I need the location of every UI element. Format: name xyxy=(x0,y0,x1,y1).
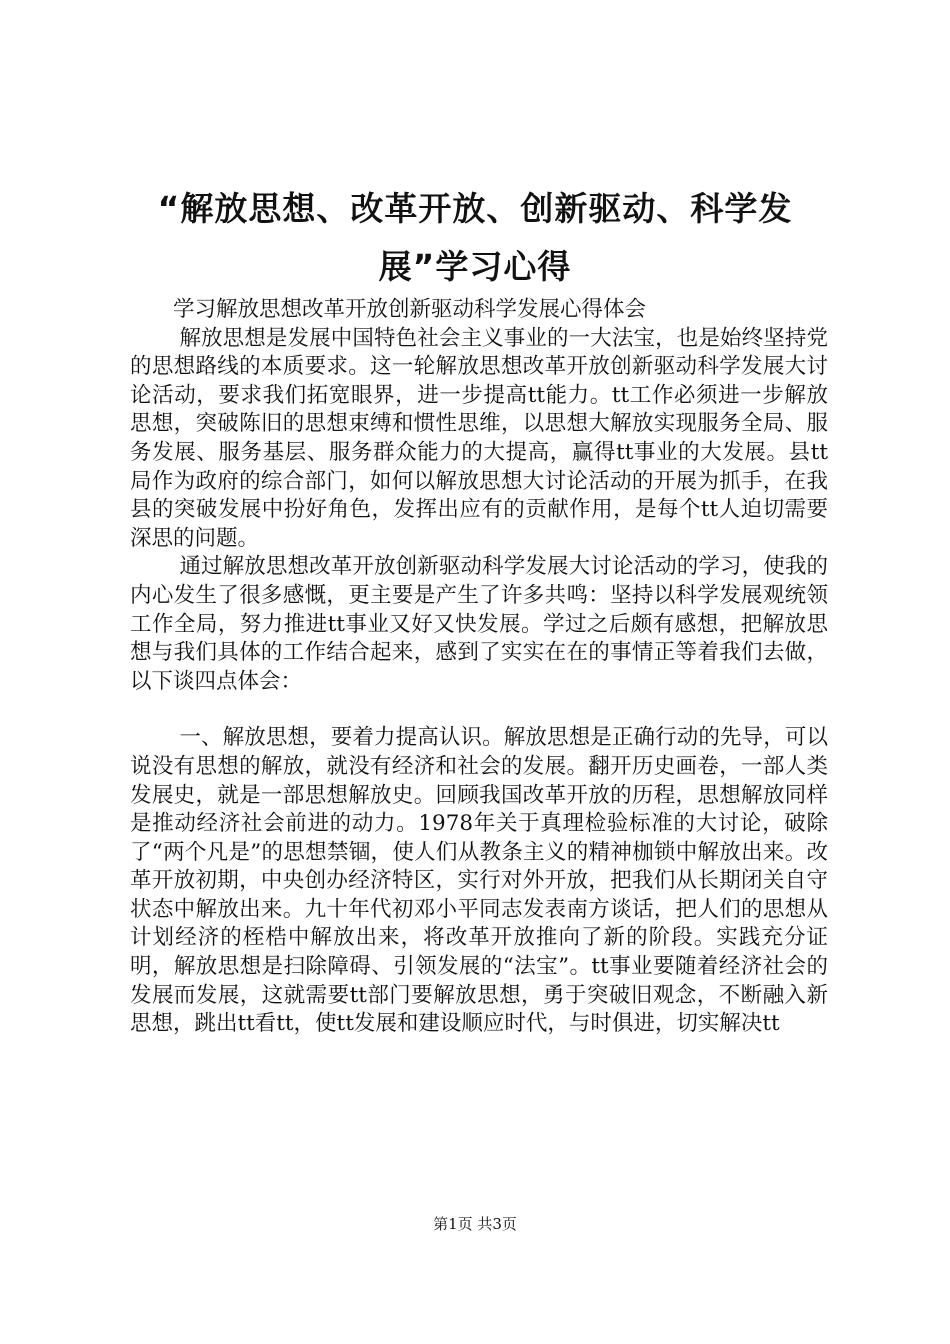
paragraph-reflection: 通过解放思想改革开放创新驱动科学发展大讨论活动的学习，使我的内心发生了很多感慨，更主要是产生了许多共鸣：坚持以科学发展观统领工作全局，努力推进tt事业又好又快发展。学过之后颇有感想，把解放思想与我们具体的工作结合起来，感到了实实在在的事情正等着我们去做，以下谈四点体会： xyxy=(130,554,828,694)
page-footer: 第1页 共3页 xyxy=(433,1215,517,1233)
document-title: “解放思想、改革开放、创新驱动、科学发展”学习心得 xyxy=(157,189,793,286)
document-body xyxy=(130,296,828,1039)
paragraph-intro: 解放思想是发展中国特色社会主义事业的一大法宝，也是始终坚持党的思想路线的本质要求。这一轮解放思想改革开放创新驱动科学发展大讨论活动，要求我们拓宽眼界，进一步提高tt能力。tt工作必须进一步解放思想，突破陈旧的思想束缚和惯性思维，以思想大解放实现服务全局、服务发展、服务基层、服务群众能力的大提高，赢得tt事业的大发展。县tt局作为政府的综合部门，如何以解放思想大讨论活动的开展为抓手，在我县的突破发展中扮好角色，发挥出应有的贡献作用，是每个tt人迫切需要深思的问题。 xyxy=(130,325,828,551)
document-subtitle: 学习解放思想改革开放创新驱动科学发展心得体会 xyxy=(173,297,647,322)
paragraph-point-one: 一、解放思想，要着力提高认识。解放思想是正确行动的先导，可以说没有思想的解放，就没有经济和社会的发展。翻开历史画卷，一部人类发展史，就是一部思想解放史。回顾我国改革开放的历程，思想解放同样是推动经济社会前进的动力。1978年关于真理检验标准的大讨论，破除了“两个凡是”的思想禁锢，使人们从教条主义的精神枷锁中解放出来。改革开放初期，中央创办经济特区，实行对外开放，把我们从长期闭关自守状态中解放出来。九十年代初邓小平同志发表南方谈话，把人们的思想从计划经济的桎梏中解放出来，将改革开放推向了新的阶段。实践充分证明，解放思想是扫除障碍、引领发展的“法宝”。tt事业要随着经济社会的发展而发展，这就需要tt部门要解放思想，勇于突破旧观念，不断融入新思想，跳出tt看tt，使tt发展和建设顺应时代，与时俱进，切实解决tt xyxy=(130,725,828,1037)
paragraph-gap xyxy=(130,696,828,724)
